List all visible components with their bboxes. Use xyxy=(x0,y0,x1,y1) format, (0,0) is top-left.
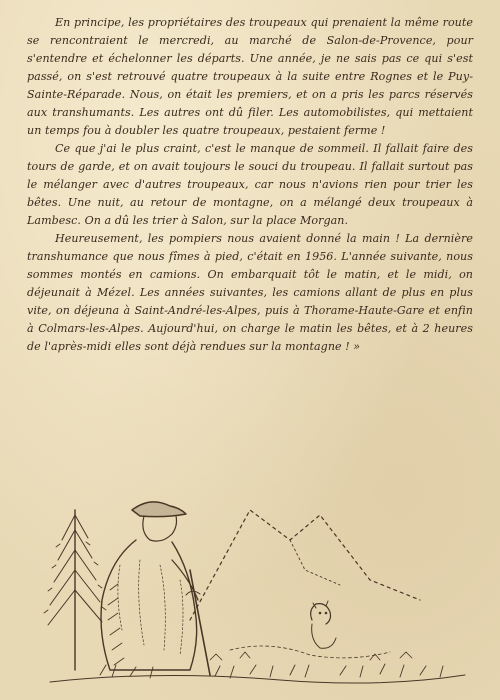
paragraph-2: Ce que j'ai le plus craint, c'est le manque de sommeil. Il fallait faire des tours de garde, et on avait toujours le souci du troupeau. Il fallait surtout pas le mélanger avec d'autres troupeaux, car nous n'avions rien pour trier les bêtes. Une nuit, au retour de montagne, on a mélangé deux troupeaux à Lambesc. On a dû les trier à Salon, sur la place Morgan. xyxy=(27,142,473,227)
shepherd-sketch-icon xyxy=(40,470,470,695)
paragraph-3: Heureusement, les pompiers nous avaient donné la main ! La dernière transhumance que nous fîmes à pied, c'était en 1956. L'année suivante, nous sommes montés en camions. On embarquait tôt le matin, et le midi, on déjeunait à Mézel. Les années suivantes, les camions allant de plus en plus vite, on déjeuna à Saint-André-les-Alpes, puis à Thorame-Haute-Gare et enfin à Colmars-les-Alpes. Aujourd'hui, on charge le matin les bêtes, et à 2 heures de l'après-midi elles sont déjà rendues sur la montagne ! » xyxy=(27,232,473,353)
paragraph-1: En principe, les propriétaires des troupeaux qui prenaient la même route se rencontraient le mercredi, au marché de Salon-de-Provence, pour s'entendre et échelonner les départs. Une année, je ne sais pas ce qui s'est passé, on s'est retrouvé quatre troupeaux à la suite entre Rognes et le Puy-Sainte-Réparade. Nous, on était les premiers, et on a pris les parcs réservés aux transhumants. Les autres ont dû filer. Les automobilistes, qui mettaient un temps fou à doubler les quatre troupeaux, pestaient ferme ! xyxy=(27,16,473,137)
text-body xyxy=(27,14,473,356)
